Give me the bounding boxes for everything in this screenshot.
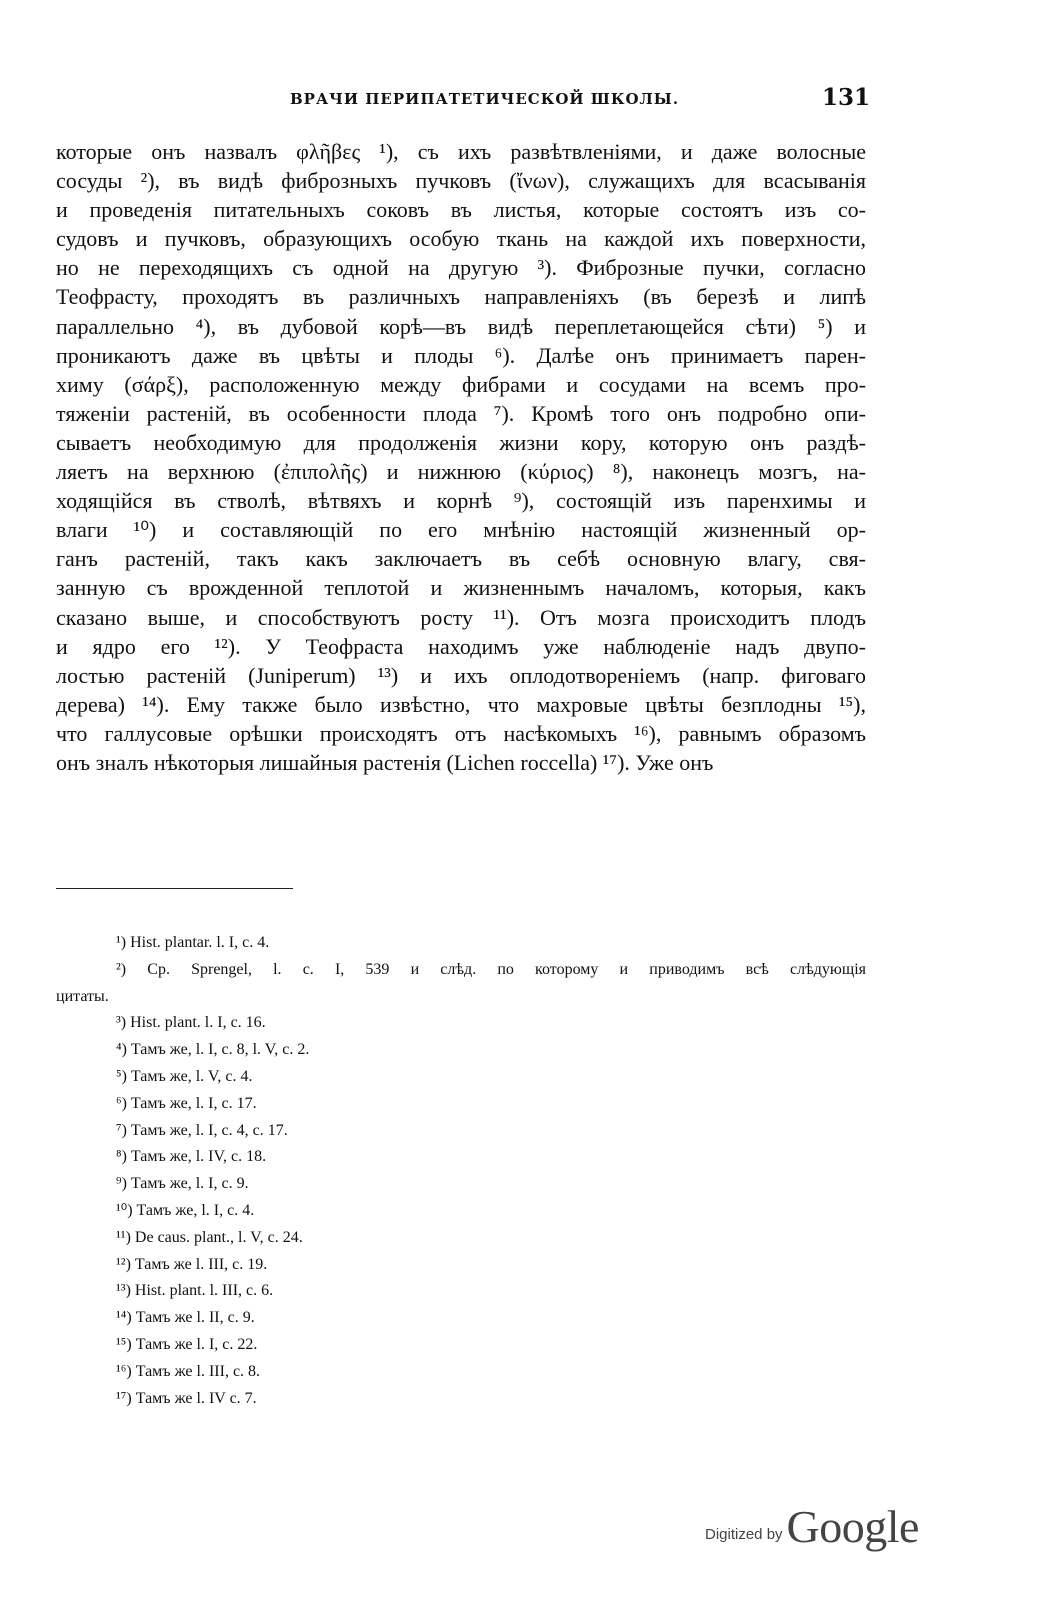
text-line: дерева) ¹⁴). Ему также было извѣстно, что махровые цвѣты безплодны ¹⁵), [56,691,866,717]
text-line: но не переходящихъ съ одной на другую ³). Фиброзные пучки, согласно [56,255,866,281]
text-line: ганъ растеній, такъ какъ заключаетъ въ себѣ основную влагу, свя- [56,546,866,572]
text-line: тяженіи растеній, въ особенности плода ⁷). Кромѣ того онъ подробно опи- [56,400,866,426]
digitized-by-google-watermark [705,1500,919,1553]
footnote: ⁵) Тамъ же, l. V, c. 4. [116,1067,253,1085]
text-line: ляетъ на верхнюю (ἐπιπολῆς) и нижнюю (κύριος) ⁸), наконецъ мозгъ, на- [56,459,866,485]
text-line: ходящійся въ стволѣ, вѣтвяхъ и корнѣ ⁹), состоящій изъ паренхимы и [56,488,866,514]
text-line: проникаютъ даже въ цвѣты и плоды ⁶). Далѣе онъ принимаетъ парен- [56,342,866,368]
footnote: ¹²) Тамъ же l. III, c. 19. [116,1255,268,1273]
footnote: ⁷) Тамъ же, l. I, c. 4, c. 17. [116,1121,288,1139]
text-line: и проведенія питательныхъ соковъ въ листья, которые состоятъ изъ со- [56,197,866,223]
footnote-divider [56,888,293,889]
main-text [56,137,866,777]
footnote: ⁹) Тамъ же, l. I, c. 9. [116,1175,249,1193]
text-line: судовъ и пучковъ, образующихъ особую ткань на каждой ихъ поверхности, [56,226,866,252]
text-line: химу (σάρξ), расположенную между фибрами и сосудами на всемъ про- [56,371,866,397]
footnote-continuation: цитаты. [56,987,109,1005]
text-line: сосуды ²), въ видѣ фиброзныхъ пучковъ (ἴνων), служащихъ для всасыванія [56,168,866,194]
text-line: и ядро его ¹²). У Теофраста находимъ уже наблюденіе надъ двупо- [56,633,866,659]
footnote: ¹⁷) Тамъ же l. IV c. 7. [116,1389,257,1407]
text-line: сказано выше, и способствуютъ росту ¹¹). Отъ мозга происходитъ плодъ [56,604,866,630]
text-line: сываетъ необходимую для продолженія жизни кору, которую онъ раздѣ- [56,429,866,455]
footnote: ³) Hist. plant. l. I, c. 16. [116,1014,266,1032]
footnote: ¹⁶) Тамъ же l. III, c. 8. [116,1362,261,1380]
page-number: 131 [822,84,871,111]
text-line: что галлусовые орѣшки происходятъ отъ насѣкомыхъ ¹⁶), равнымъ образомъ [56,720,866,746]
footnote: ¹⁰) Тамъ же, l. I, c. 4. [116,1201,255,1219]
footnote: ¹¹) De caus. plant., l. V, c. 24. [116,1228,303,1246]
footnote: ⁸) Тамъ же, l. IV, c. 18. [116,1148,267,1166]
text-line: лостью растеній (Juniperum) ¹³) и ихъ оплодотвореніемъ (напр. фиговаго [56,662,866,688]
footnote: ²) Cp. Sprengel, l. c. I, 539 и слѣд. по которому и приводимъ всѣ слѣдующія [116,960,866,978]
watermark-prefix: Digitized by [705,1526,783,1543]
footnote: ¹³) Hist. plant. l. III, c. 6. [116,1282,274,1300]
footnote: ¹⁵) Тамъ же l. I, c. 22. [116,1335,258,1353]
text-line: онъ зналъ нѣкоторыя лишайныя растенія (Lichen roccella) ¹⁷). Уже онъ [56,749,714,775]
running-title: ВРАЧИ ПЕРИПАТЕТИЧЕСКОЙ ШКОЛЫ. [290,90,680,108]
google-logo: Google [786,1501,919,1552]
text-line: параллельно ⁴), въ дубовой корѣ—въ видѣ переплетающейся сѣти) ⁵) и [56,313,866,339]
footnotes-list [56,930,866,1412]
text-line: Теофрасту, проходятъ въ различныхъ направленіяхъ (въ березѣ и липѣ [56,284,866,310]
text-line: влаги ¹⁰) и составляющій по его мнѣнію настоящій жизненный ор- [56,517,866,543]
footnote: ⁶) Тамъ же, l. I, c. 17. [116,1094,257,1112]
text-line: занную съ врожденной теплотой и жизненнымъ началомъ, которыя, какъ [56,575,866,601]
footnote: ⁴) Тамъ же, l. I, c. 8, l. V, c. 2. [116,1041,310,1059]
footnote: ¹) Hist. plantar. l. I, c. 4. [116,934,270,951]
footnote: ¹⁴) Тамъ же l. II, c. 9. [116,1309,255,1327]
text-line: которые онъ назвалъ φλῆβες ¹), съ ихъ развѣтвленіями, и даже волосные [56,139,866,164]
